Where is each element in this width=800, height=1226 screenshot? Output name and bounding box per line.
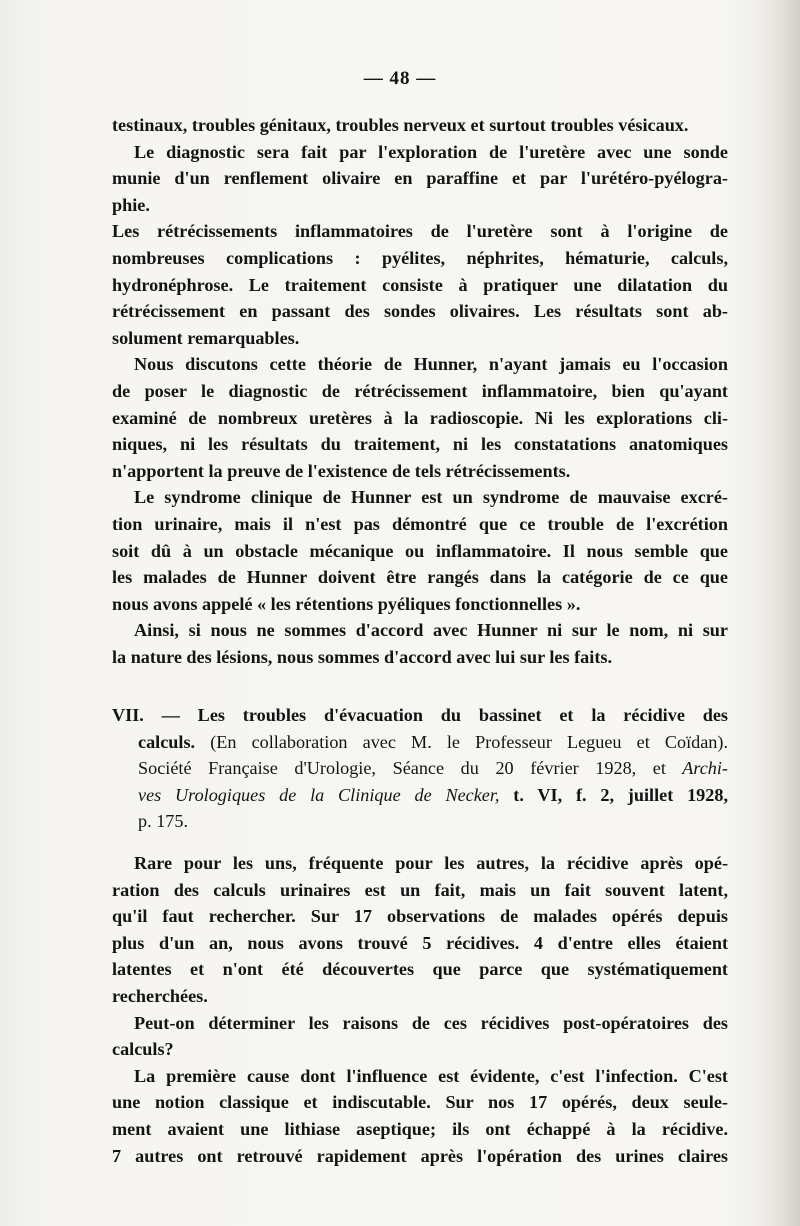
citation-volume: t. VI, f. 2, juillet 1928, (499, 784, 728, 805)
paragraph-4 (112, 351, 728, 484)
text-line: calculs? (112, 1039, 174, 1060)
text-line: qu'il faut rechercher. Sur 17 observations de malades opérés depuis (112, 906, 728, 927)
citation-line (112, 755, 728, 782)
text-line: munie d'un renflement olivaire en paraffine et par l'urétéro-pyélogra- (112, 168, 728, 189)
text-line: n'apportent la preuve de l'existence de tels rétrécissements. (112, 460, 571, 481)
citation-journal-end: ves Urologiques de la Clinique de Necker, (138, 784, 500, 805)
paragraph-5 (112, 484, 728, 617)
paragraph-7 (112, 850, 728, 1010)
section-title: VII. — Les troubles d'évacuation du bassinet et la récidive des (112, 705, 728, 725)
paragraph-9 (112, 1063, 728, 1169)
paragraph-2 (112, 139, 728, 219)
text-line: La première cause dont l'influence est évidente, c'est l'infection. C'est (134, 1065, 728, 1086)
text-line: tion urinaire, mais il n'est pas démontré que ce trouble de l'excrétion (112, 513, 728, 534)
text-line: la nature des lésions, nous sommes d'accord avec lui sur les faits. (112, 646, 613, 667)
paragraph-1 (112, 112, 728, 139)
citation-line (112, 729, 728, 756)
text-line: Le syndrome clinique de Hunner est un syndrome de mauvaise excré- (134, 487, 728, 508)
paragraph-6 (112, 617, 728, 670)
page-number: — 48 — (363, 68, 437, 89)
text-line: recherchées. (112, 985, 208, 1006)
text-line: soit dû à un obstacle mécanique ou inflammatoire. Il nous semble que (112, 540, 728, 561)
text-line: Peut-on déterminer les raisons de ces récidives post-opératoires des (134, 1012, 728, 1033)
text-line: examiné de nombreux uretères à la radioscopie. Ni les explorations cli- (112, 407, 728, 428)
text-line: niques, ni les résultats du traitement, ni les constatations anatomiques (112, 434, 728, 455)
citation-line (112, 782, 728, 809)
text-line: hydronéphrose. Le traitement consiste à pratiquer une dilatation du (112, 274, 728, 295)
citation-pages: p. 175. (138, 811, 189, 832)
text-line: ment avaient une lithiase aseptique; ils ont échappé à la récidive. (112, 1118, 728, 1139)
text-line: les malades de Hunner doivent être rangés dans la catégorie de ce que (112, 567, 728, 588)
text-line: testinaux, troubles génitaux, troubles nerveux et surtout troubles vésicaux. (112, 115, 689, 135)
paragraph-8 (112, 1010, 728, 1063)
text-line: rétrécissement en passant des sondes olivaires. Les résultats sont ab- (112, 301, 728, 322)
page-edge-shadow (754, 0, 800, 1226)
section-vii-heading (112, 702, 728, 835)
text-line: Le diagnostic sera fait par l'exploration de l'uretère avec une sonde (134, 141, 728, 162)
text-line: plus d'un an, nous avons trouvé 5 récidives. 4 d'entre elles étaient (112, 932, 728, 953)
citation-journal-start: Archi- (665, 758, 728, 779)
text-line: latentes et n'ont été découvertes que parce que systématiquement (112, 959, 728, 980)
paragraph-3 (112, 218, 728, 351)
text-line: Ainsi, si nous ne sommes d'accord avec Hunner ni sur le nom, ni sur (134, 620, 728, 641)
text-line: Les rétrécissements inflammatoires de l'uretère sont à l'origine de (112, 221, 728, 242)
section-recidive-text (112, 850, 728, 1169)
text-line: Rare pour les uns, fréquente pour les autres, la récidive après opé- (134, 853, 728, 873)
section-title-end: calculs. (138, 731, 196, 752)
text-line: ration des calculs urinaires est un fait, mais un fait souvent latent, (112, 879, 728, 900)
text-line: nombreuses complications : pyélites, néphrites, hématurie, calculs, (112, 247, 728, 268)
text-line: solument remarquables. (112, 327, 300, 348)
text-line: phie. (112, 194, 150, 215)
text-line: nous avons appelé « les rétentions pyéliques fonctionnelles ». (112, 593, 581, 614)
collaboration-note: (En collaboration avec M. le Professeur Legueu et Coïdan). (195, 731, 728, 752)
text-line: de poser le diagnostic de rétrécissement inflammatoire, bien qu'ayant (112, 380, 728, 401)
text-line: Nous discutons cette théorie de Hunner, n'ayant jamais eu l'occasion (134, 354, 728, 375)
text-line: une notion classique et indiscutable. Sur nos 17 opérés, deux seule- (112, 1092, 728, 1113)
text-line: 7 autres ont retrouvé rapidement après l'opération des urines claires (112, 1145, 728, 1166)
citation-society: Société Française d'Urologie, Séance du 20 février 1928, et (138, 758, 666, 779)
section-hunner-text (112, 112, 728, 670)
